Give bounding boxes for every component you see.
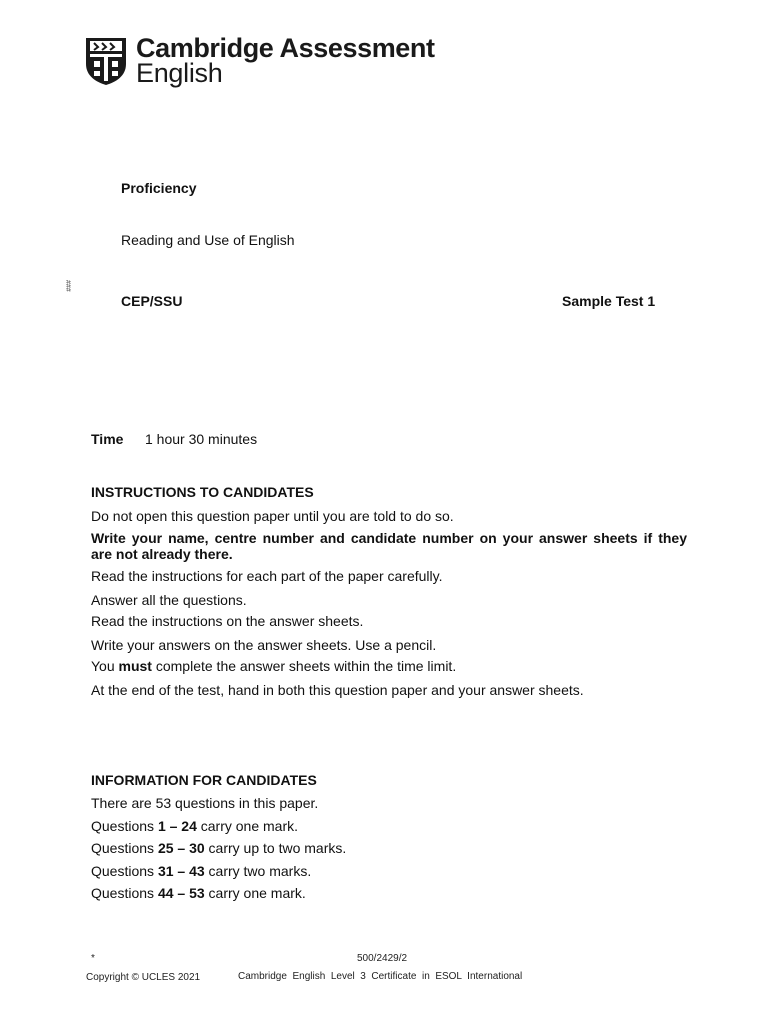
question-info-line [91, 818, 298, 834]
instruction-line: Read the instructions for each part of the paper carefully. [91, 568, 443, 584]
question-info-line [91, 840, 346, 856]
paper-title: Reading and Use of English [121, 232, 295, 248]
instruction-text: complete the answer sheets within the time limit. [151, 658, 457, 674]
questions-label: Questions [91, 863, 158, 879]
copyright: Copyright © UCLES 2021 [86, 972, 201, 983]
level-title: Proficiency [121, 180, 197, 196]
certificate-title: Cambridge English Level 3 Certificate in ESOL International [238, 971, 523, 982]
cambridge-crest-icon [84, 36, 128, 86]
instruction-line-bold-cont: are not already there. [91, 546, 233, 562]
time-label: Time [91, 431, 124, 447]
brand-name-line1: Cambridge Assessment [136, 33, 435, 63]
question-marks: carry two marks. [204, 863, 312, 879]
information-heading: INFORMATION FOR CANDIDATES [91, 772, 317, 788]
paper-code: CEP/SSU [121, 293, 183, 309]
questions-label: Questions [91, 840, 158, 856]
instruction-line-bold: Write your name, centre number and candidate number on your answer sheets if they [91, 530, 687, 546]
questions-label: Questions [91, 885, 158, 901]
questions-label: Questions [91, 818, 158, 834]
instruction-emphasis: must [118, 658, 152, 674]
question-range: 1 – 24 [157, 818, 197, 834]
instructions-heading: INSTRUCTIONS TO CANDIDATES [91, 484, 314, 500]
instruction-line: Read the instructions on the answer sheets. [91, 613, 364, 629]
instruction-line [91, 658, 456, 674]
test-name: Sample Test 1 [562, 293, 656, 309]
question-range: 31 – 43 [157, 863, 205, 879]
brand-name-line2: English [136, 58, 223, 88]
question-info-line [91, 863, 311, 879]
side-mark: ### [64, 280, 71, 292]
instruction-line: Answer all the questions. [91, 592, 247, 608]
instruction-line: At the end of the test, hand in both this question paper and your answer sheets. [91, 682, 584, 698]
footer-asterisk: * [91, 953, 95, 964]
information-line: There are 53 questions in this paper. [91, 795, 319, 811]
cambridge-logo [84, 33, 435, 88]
question-range: 25 – 30 [157, 840, 205, 856]
instruction-line: Write your answers on the answer sheets. Use a pencil. [91, 637, 437, 653]
question-marks: carry one mark. [196, 818, 299, 834]
question-marks: carry one mark. [204, 885, 306, 901]
question-range: 44 – 53 [157, 885, 205, 901]
instruction-line: Do not open this question paper until you are told to do so. [91, 508, 454, 524]
time-value: 1 hour 30 minutes [145, 431, 258, 447]
instruction-text: You [91, 658, 119, 674]
question-marks: carry up to two marks. [204, 840, 347, 856]
question-info-line [91, 885, 306, 901]
footer-code: 500/2429/2 [357, 953, 408, 964]
